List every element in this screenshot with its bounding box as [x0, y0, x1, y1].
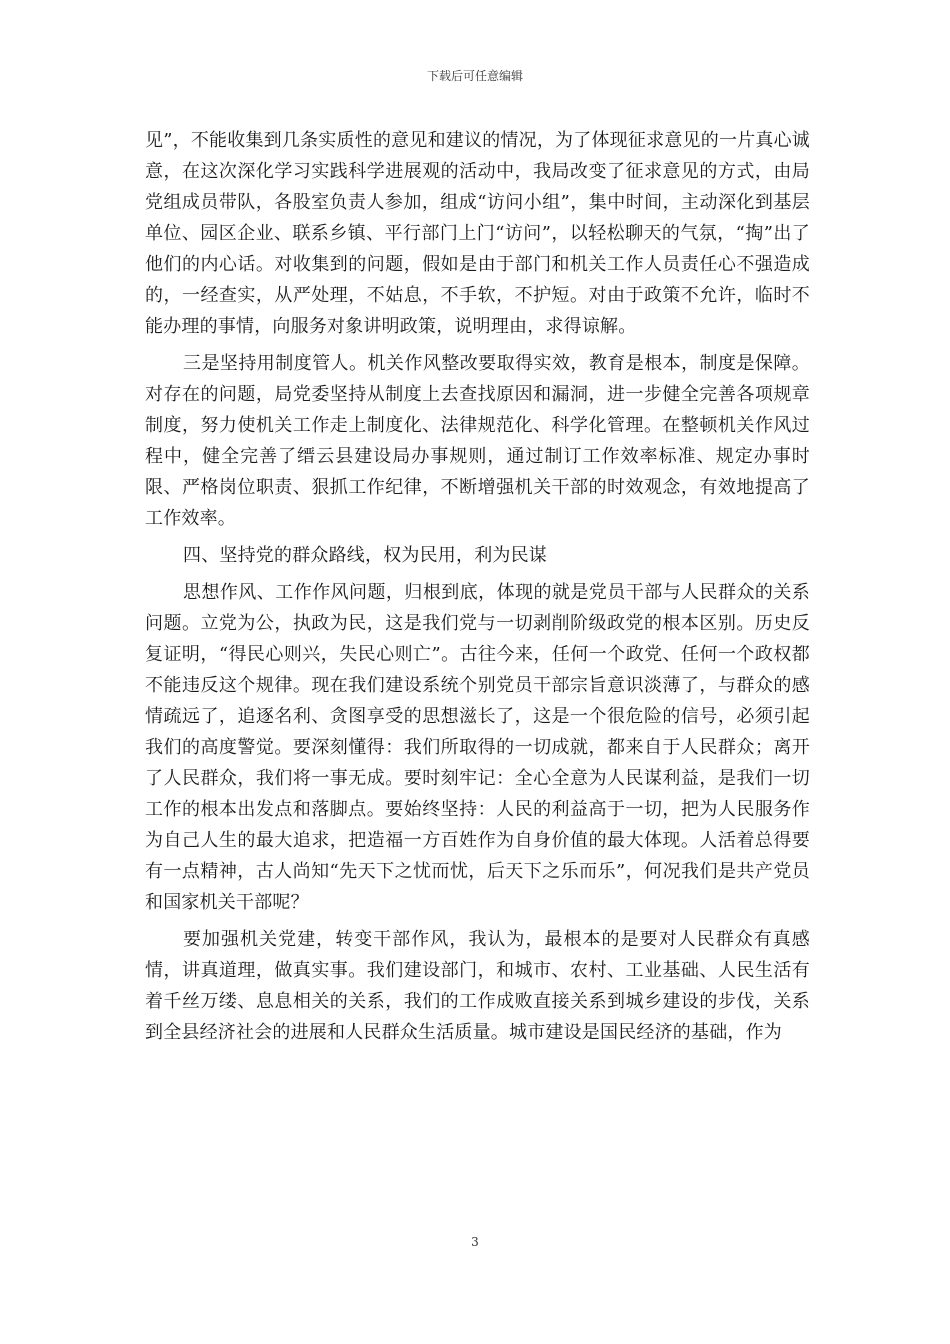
document-body	[145, 125, 810, 1048]
page-header: 下载后可任意编辑	[426, 69, 523, 83]
paragraph-4: 要加强机关党建，转变干部作风，我认为，最根本的是要对人民群众有真感情，讲真道理，做真实事。我们建设部门，和城市、农村、工业基础、人民生活有着千丝万缕、息息相关的关系，我们的工作成败直接关系到城乡建设的步伐，关系到全县经济社会的进展和人民群众生活质量。城市建设是国民经济的基础，作为	[145, 929, 810, 1043]
paragraph-2: 三是坚持用制度管人。机关作风整改要取得实效，教育是根本，制度是保障。对存在的问题，局党委坚持从制度上去查找原因和漏洞，进一步健全完善各项规章制度，努力使机关工作走上制度化、法律规范化、科学化管理。在整顿机关作风过程中，健全完善了缙云县建设局办事规则，通过制订工作效率标准、规定办事时限、严格岗位职责、狠抓工作纪律，不断增强机关干部的时效观念，有效地提高了工作效率。	[145, 353, 810, 529]
paragraph-3: 思想作风、工作作风问题，归根到底，体现的就是党员干部与人民群众的关系问题。立党为公，执政为民，这是我们党与一切剥削阶级政党的根本区别。历史反复证明，“得民心则兴，失民心则亡”。古往今来，任何一个政党、任何一个政权都不能违反这个规律。现在我们建设系统个别党员干部宗旨意识淡薄了，与群众的感情疏远了，追逐名利、贪图享受的思想滋长了，这是一个很危险的信号，必须引起我们的高度警觉。要深刻懂得：我们所取得的一切成就，都来自于人民群众；离开了人民群众，我们将一事无成。要时刻牢记：全心全意为人民谋利益，是我们一切工作的根本出发点和落脚点。要始终坚持：人民的利益高于一切，把为人民服务作为自己人生的最大追求，把造福一方百姓作为自身价值的最大体现。人活着总得要有一点精神，古人尚知“先天下之忧而忧，后天下之乐而乐”，何况我们是共产党员和国家机关干部呢？	[145, 582, 810, 913]
page-number: 3	[471, 1235, 479, 1249]
section-heading: 四、坚持党的群众路线，权为民用，利为民谋	[183, 545, 547, 566]
paragraph-1: 见”，不能收集到几条实质性的意见和建议的情况，为了体现征求意见的一片真心诚意，在这次深化学习实践科学进展观的活动中，我局改变了征求意见的方式，由局党组成员带队，各股室负责人参加，组成“访问小组”，集中时间，主动深化到基层单位、园区企业、联系乡镇、平行部门上门“访问”，以轻松聊天的气氛，“掏”出了他们的内心话。对收集到的问题，假如是由于部门和机关工作人员责任心不强造成的，一经查实，从严处理，不姑息，不手软，不护短。对由于政策不允许，临时不能办理的事情，向服务对象讲明政策，说明理由，求得谅解。	[145, 130, 810, 337]
